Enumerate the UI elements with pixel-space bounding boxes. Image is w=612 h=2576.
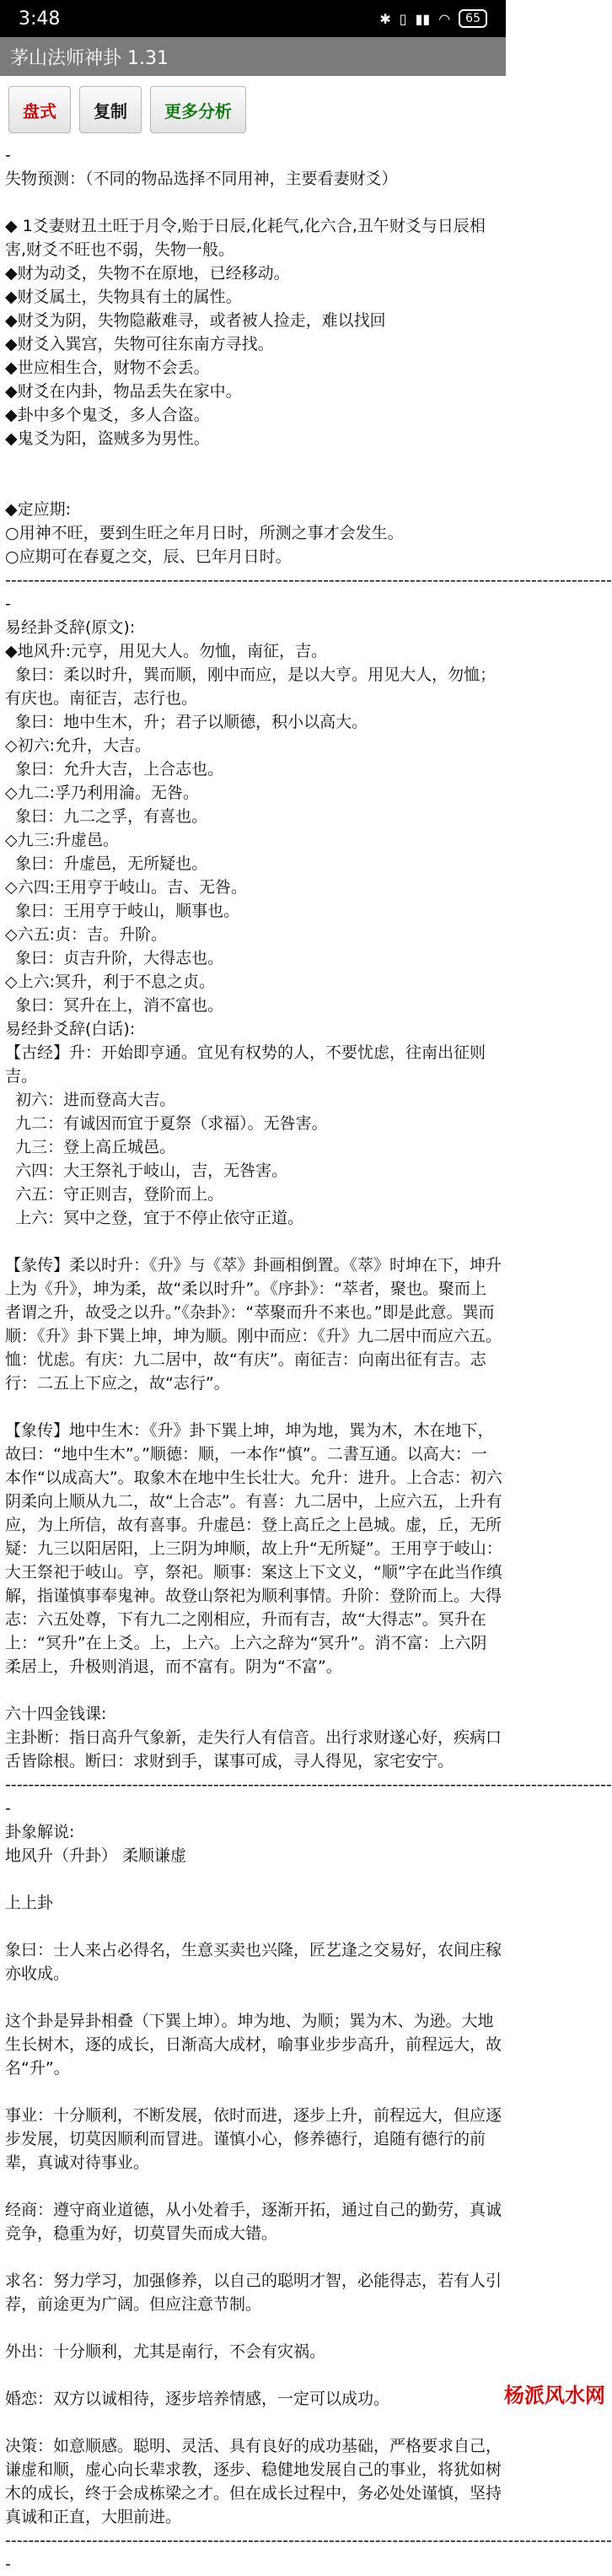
text-line: 象曰：九二之孚，有喜也。 [5, 807, 208, 826]
text-line: ◆财爻为阴，失物隐蔽难寻，或者被人捡走，难以找回 [5, 311, 386, 330]
text-line: 【象传】地中生木：《升》卦下巽上坤，坤为地，巽为木，木在地下，故曰：“地中生木”。”顺德：顺，一本作“慎”。二書互通。以高大：一本作“以成高大”。取象木在地中生长壮大。允升：进升。上合志：初六阴柔向上顺从九二，故“上合志”。有喜：九二居中，上应六五，上升有应，为上所信，故有喜事。升虚邑：登上高丘之上邑城。虚，丘，无所疑：九三以阳居阳，上三阴为坤顺，故上升“无所疑”。王用亨于岐山：大王祭祀于岐山。亨，祭祀。顺事：案这上下文义，“顺”字在此当作缜解，指谨慎事奉鬼神。故登山祭祀为顺利事情。升阶：登阶而上。大得志：六五处尊，下有九二之刚相应，升而有吉，故“大得志”。冥升在上：“冥升”在上爻。上，上六。上六之辞为“冥升”。消不富：上六阴柔居上，升极则消退，而不富有。阴为“不富”。 [5, 1421, 502, 1676]
battery-level: 65 [465, 12, 480, 25]
text-line: ◇初六:允升，大吉。 [5, 736, 152, 755]
text-line: 六十四金钱课: [5, 1705, 107, 1723]
text-line: ◆卦中多个鬼爻，多人合盗。 [5, 406, 210, 424]
text-line: - [5, 595, 11, 613]
text-line: 易经卦爻辞(白话): [5, 1020, 136, 1038]
text-line: 婚恋：双方以诚相待，逐步培养情感，一定可以成功。 [5, 2390, 390, 2408]
text-line: 九三：登上高丘城邑。 [5, 1138, 176, 1156]
text-line: ◆ 1爻妻财丑土旺于月令,贻于日辰,化耗气,化六合,丑午财爻与日辰相害,财爻不旺也不弱，失物一般。 [5, 217, 486, 259]
text-line: 象曰：升虚邑，无所疑也。 [5, 854, 208, 873]
vibrate-icon: ▯ [399, 10, 407, 27]
text-line: 象曰：士人来占必得名，生意买卖也兴隆，匠艺逢之交易好，农间庄稼亦收成。 [5, 1941, 502, 1983]
text-line: 事业：十分顺利，不断发展，依时而进，逐步上升，前程远大，但应逐步发展，切莫因顺利而冒进。谨慎小心，修养德行，追随有德行的前辈，真诚对待事业。 [5, 2106, 502, 2172]
text-line: ◆财为动爻，失物不在原地，已经移动。 [5, 264, 290, 283]
text-line: ◇六五:贞：吉。升阶。 [5, 925, 168, 944]
layout-button[interactable]: 盘式 [8, 86, 71, 133]
text-line [5, 2411, 502, 2434]
text-line: 这个卦是异卦相叠（下巽上坤）。坤为地、为顺；巽为木、为逊。大地生长树木，逐的成长，日渐高大成材，喻事业步步高升，前程远大，故名“升”。 [5, 2012, 502, 2078]
text-line: 象曰：允升大吉，上合志也。 [5, 760, 224, 779]
text-line: 地风升（升卦） 柔顺谦虚 [5, 1846, 187, 1865]
text-line [5, 2080, 502, 2104]
text-line: 【彖传】柔以时升：《升》与《萃》卦画相倒置。《萃》时坤在下，坤升上为《升》，坤为柔，故“柔以时升”。《序卦》：“萃者，聚也。聚而上者谓之升，故受之以升。”《杂卦》：“萃聚而升不来也。”即是此意。巽而顺：《升》卦下巽上坤，坤为顺。刚中而应：《升》九二居中而应六五。恤：忧虑。有庆：九二居中，故“有庆”。南征吉：向南出征有吉。志行：二五上下应之，故“志行”。 [5, 1256, 502, 1393]
text-line: 决策：如意顺感。聪明、灵活、具有良好的成功基础，严格要求自己，谦虚和顺，虚心向长辈求教，逐步、稳健地发展自己的事业，将犹如树木的成长，终于会成栋梁之才。但在成长过程中，务必处处谨慎，坚持真诚和正直，大胆前进。 [5, 2437, 502, 2526]
text-line [5, 2175, 502, 2198]
text-line: 象曰：冥升在上，消不富也。 [5, 996, 224, 1015]
text-line: ◇九二:孚乃利用淪。无咎。 [5, 784, 200, 802]
text-line: 求名：努力学习，加强修养，以自己的聪明才智，必能得志，若有人引荐，前途更为广阔。但应注意节制。 [5, 2272, 502, 2314]
text-line: ◇九三:升虚邑。 [5, 831, 120, 849]
clock: 3:48 [19, 8, 61, 30]
text-line [5, 1867, 502, 1891]
text-line [5, 2316, 502, 2340]
text-line: - [5, 2555, 11, 2573]
app-title: 茅山法师神卦 1.31 [10, 47, 169, 69]
more-analysis-button[interactable]: 更多分析 [150, 86, 246, 133]
text-line: 上六：冥中之登，宜于不停止依守正道。 [5, 1209, 304, 1227]
separator-line: --------------------------------------------------------------------------------------------------------- [5, 1776, 612, 1794]
watermark: 杨派风水网 [504, 2384, 605, 2407]
text-line: ◆鬼爻为阳，盗贼多为男性。 [5, 429, 210, 448]
text-line: 象曰：王用亨于岐山，顺事也。 [5, 902, 240, 920]
text-line: 初六：进而登高大吉。 [5, 1091, 176, 1109]
text-line: ◆定应期: [5, 500, 72, 519]
text-line: 经商：遵守商业道德，从小处着手，逐渐开拓，通过自己的勤劳，真诚竞争，稳重为好，切莫冒失而成大错。 [5, 2201, 502, 2243]
text-line: ◆财爻在内卦，物品丢失在家中。 [5, 382, 242, 401]
text-line: - [5, 146, 11, 164]
text-line: 上上卦 [5, 1894, 54, 1912]
status-icons [379, 9, 487, 28]
text-line: 象曰：柔以时升，巽而顺，刚中而应，是以大亨。用见大人，勿恤；有庆也。南征吉，志行也。 [5, 666, 497, 708]
text-line: ◇上六:冥升，利于不息之贞。 [5, 973, 216, 991]
text-line: 六四：大王祭礼于岐山，吉，无咎害。 [5, 1161, 288, 1180]
bluetooth-icon: ✱ [379, 10, 391, 27]
text-line: 【古经】升：开始即亨通。宜见有权势的人，不要忧虑，往南出征则吉。 [5, 1043, 486, 1086]
separator-line: --------------------------------------------------------------------------------------------------------- [5, 571, 612, 590]
text-line: - [5, 1799, 11, 1818]
text-line: ◇六四:王用亨于岐山。吉、无咎。 [5, 878, 248, 897]
app-title-bar [0, 37, 506, 76]
text-line: 主卦断：指日高升气象新，走失行人有信音。出行求财遂心好，疾病口舌皆除根。断曰：求财到手，谋事可成，寻人得见，家宅安宁。 [5, 1728, 502, 1770]
text-line: ◆财爻入巽宫，失物可往东南方寻找。 [5, 335, 274, 353]
text-line: ◆世应相生合，财物不会丢。 [5, 358, 210, 377]
text-line: 六五：守正则吉，登阶而上。 [5, 1185, 224, 1204]
text-line [5, 450, 502, 474]
battery-icon [459, 9, 487, 28]
signal-icon: ▮▮ [415, 10, 431, 27]
text-line: 失物预测：（不同的物品选择不同用神，主要看妻财爻） [5, 170, 398, 188]
text-line [5, 1230, 502, 1253]
status-bar [0, 0, 506, 37]
text-line [5, 1986, 502, 2009]
text-line: ○用神不旺，要到生旺之年月日时，所测之事才会发生。 [5, 524, 404, 542]
text-line [5, 2363, 502, 2387]
text-line: 象曰：贞吉升阶，大得志也。 [5, 949, 224, 967]
toolbar [0, 76, 506, 143]
text-line [5, 474, 502, 498]
text-line [5, 1679, 502, 1702]
text-line: 外出：十分顺利，尤其是南行，不会有灾祸。 [5, 2342, 326, 2361]
separator-line: --------------------------------------------------------------------------------------------------------- [5, 2531, 612, 2550]
text-line: ◆财爻属土，失物具有土的属性。 [5, 288, 242, 306]
text-line [5, 2245, 502, 2269]
text-line [5, 191, 502, 214]
text-line: 象曰：地中生木，升；君子以顺德，积小以高大。 [5, 713, 368, 731]
text-line [5, 1915, 502, 1938]
copy-button[interactable]: 复制 [79, 86, 142, 133]
text-line: ○应期可在春夏之交，辰、巳年月日时。 [5, 547, 292, 566]
text-line: 九二：有诚因而宜于夏祭（求福）。无咎害。 [5, 1114, 328, 1133]
wifi-icon: ◠ [438, 10, 451, 27]
text-line [5, 1395, 502, 1419]
text-line: 卦象解说: [5, 1823, 75, 1841]
text-line: ◆地风升:元亨，用见大人。勿恤，南征，吉。 [5, 642, 328, 660]
text-line: 易经卦爻辞(原文): [5, 618, 136, 637]
